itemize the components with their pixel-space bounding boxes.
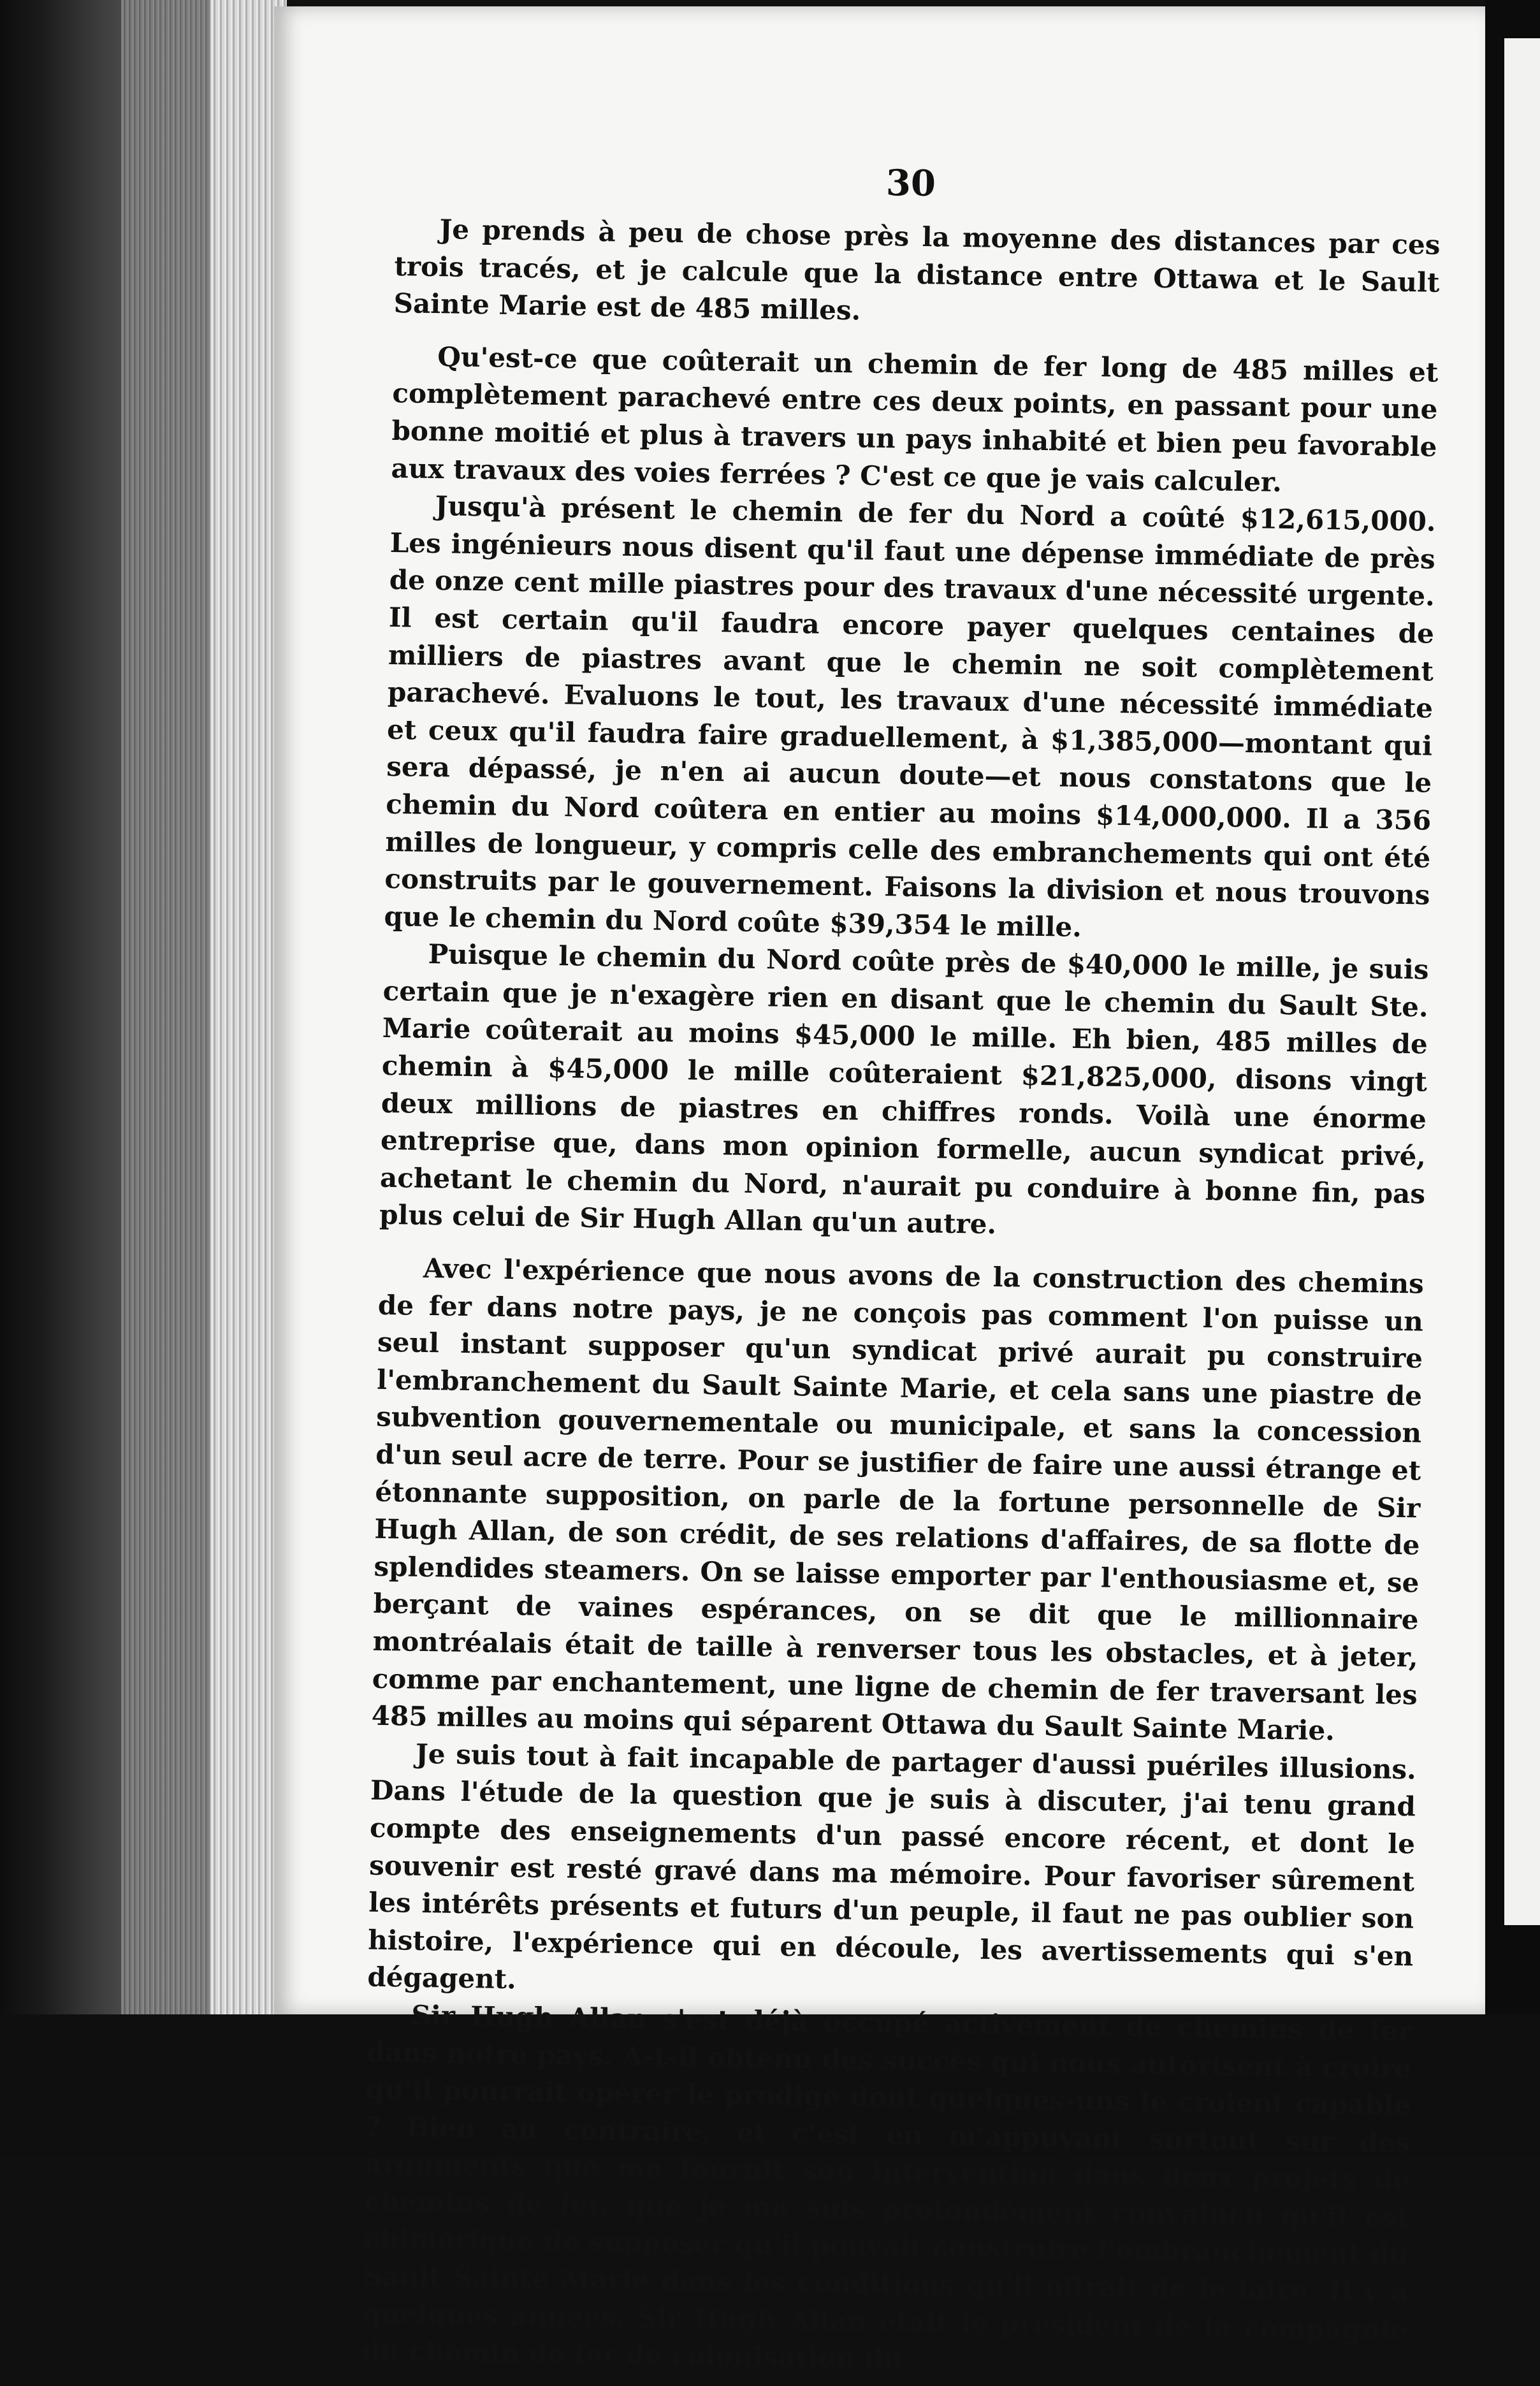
body-text (361, 210, 1441, 2386)
paragraph: Je suis tout à fait incapable de partager d'aussi puériles illusions. Dans l'étude de la question que je suis à discuter, j'ai tenu grand compte des enseignements d'un passé encore récent, et dont le souvenir est resté gravé dans ma mémoire. Pour favoriser sûrement les intérêts présents et futurs d'un peuple, il faut ne pas oublier son histoire, l'expérience qui en découle, les avertissements qui s'en dégagent. (367, 1738, 1417, 1995)
paragraph: Je prends à peu de chose près la moyenne des distances par ces trois tracés, et je calcule que la distance entre Ottawa et le Sault Sainte Marie est de 485 milles. (393, 214, 1441, 326)
page-number: 30 (885, 162, 936, 205)
next-page-edge (1504, 38, 1540, 1925)
paragraph: Avec l'expérience que nous avons de la construction des chemins de fer dans notre pays, je ne conçois pas comment l'on puisse un seul instant supposer qu'un syndicat privé aurait pu construire l'embranchement du Sault Sainte Marie, et cela sans une piastre de subvention gouvernementale ou municipale, et sans la concession d'un seul acre de terre. Pour se justifier de faire une aussi étrange et étonnante supposition, on parle de la fortune personnelle de Sir Hugh Allan, de son crédit, de ses relations d'affaires, de sa flotte de splendides steamers. On se laisse emporter par l'enthousiasme et, se berçant de vaines espérances, on se dit que le millionnaire montréalais était de taille à renverser tous les obstacles, et à jeter, comme par enchantement, une ligne de chemin de fer traversant les 485 milles au moins qui séparent Ottawa du Sault Sainte Marie. (371, 1252, 1425, 1747)
paragraph: Puisque le chemin du Nord coûte près de $40,000 le mille, je suis certain que je n'exagère rien en disant que le chemin du Sault Ste. Marie coûterait au moins $45,000 le mille. Eh bien, 485 milles de chemin à $45,000 le mille coûteraient $21,825,000, disons vingt deux millions de piastres en chiffres ronds. Voilà une énorme entreprise que, dans mon opinion formelle, aucun syndicat privé, achetant le chemin du Nord, n'aurait pu conduire à bonne fin, pas plus celui de Sir Hugh Allan qu'un autre. (379, 938, 1429, 1240)
paragraph: Qu'est-ce que coûterait un chemin de fer long de 485 milles et complètement parachevé entre ces deux points, en passant pour une bonne moitié et plus à travers un pays inhabité et bien peu favorable aux travaux des voies ferrées ? C'est ce que je vais calculer. (391, 340, 1439, 498)
paragraph: Jusqu'à présent le chemin de fer du Nord a coûté $12,615,000. Les ingénieurs nous disent qu'il faut une dépense immédiate de près de onze cent mille piastres pour des travaux d'une nécessité urgente. Il est certain qu'il faudra encore payer quelques centaines de milliers de piastres avant que le chemin ne soit complètement parachevé. Evaluons le tout, les travaux d'une nécessité immédiate et ceux qu'il faudra faire graduellement, à $1,385,000—montant qui sera dépassé, je n'en ai aucun doute—et nous constatons que le chemin du Nord coûtera en entier au moins $14,000,000. Il a 356 milles de longueur, y compris celle des embranchements qui ont été construits par le gouvernement. Faisons la division et nous trouvons que le chemin du Nord coûte $39,354 le mille. (384, 490, 1436, 943)
paragraph: Sir Hugh Allan s'est déjà occupé activement de chemins de fer dans notre pays. A-t-il obtenu des succès qui nous autorisent à croire qu'il pourrait opérer le prodige dont quelques-uns le croient capable ? Bien au contraire, et c'est en m'appuyant surtout sur des arguments que me fournit son intervention dans deux projets de chemins de fer, que je me suis profondément convaincu qu'il est chimérique de supposer qu'il pouvait construire l'embranchement du Sault Sainte Marie dans les conditions qu'il offrait de le faire. Il y a quelques années, Sir Hugh Allan était le président de la compagnie du chemin de fer de colonisation du (361, 1999, 1413, 2375)
